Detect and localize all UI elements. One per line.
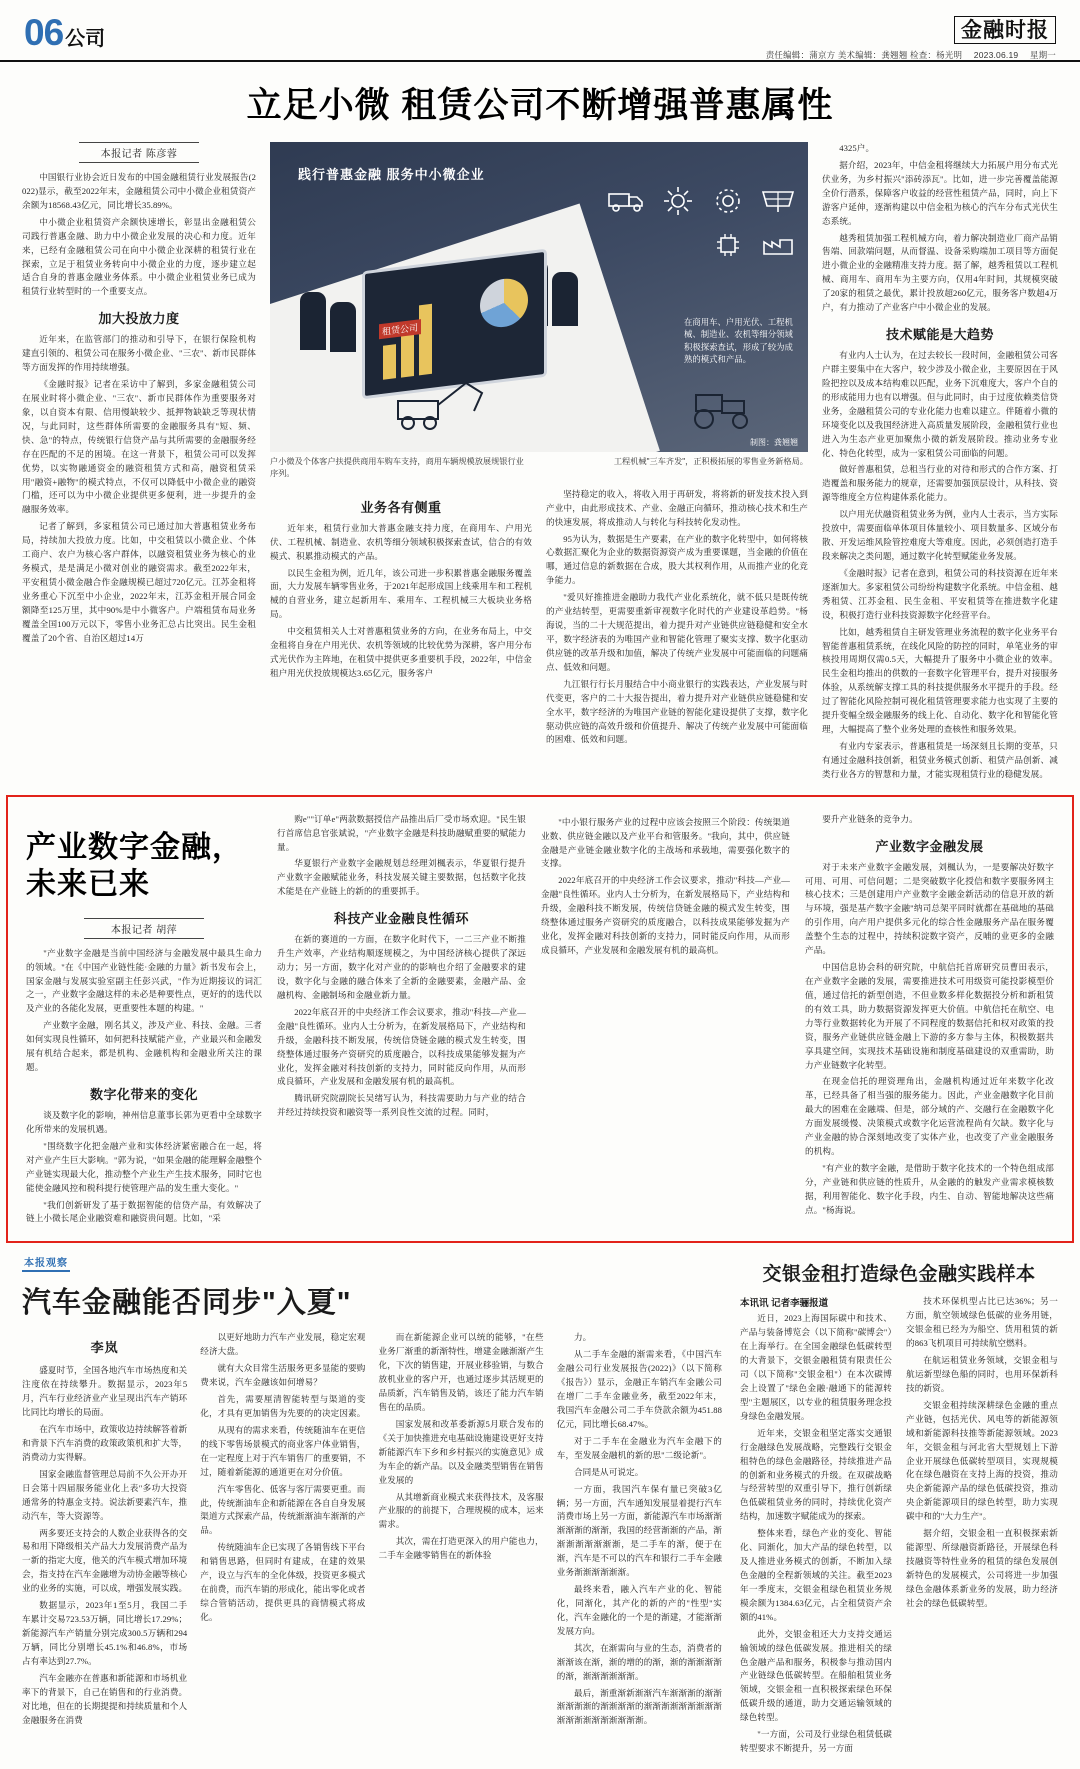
article-illustration [270, 142, 808, 452]
masthead [0, 0, 1080, 62]
paragraph: 近年来，租赁行业加大普惠金融支持力度，在商用车、户用光伏、工程机械、制造业、农机等细分领域积极探索查试，信合的有效模式、积累推动模式的产品。 [270, 522, 532, 561]
caption-right: 工程机械"三车齐发"，正积极拓展的零售业务新格局。 [613, 457, 808, 466]
editor-credit: 责任编辑：蒲京方 美术编辑：龚翘翘 检查：杨光明 [765, 50, 963, 61]
mid-col-b [546, 488, 808, 751]
paragraph: 有业内专家表示，普惠租赁是一场深刻且长期的变革，只有通过金融科技创新，租赁业务模式创新、租赁产品创新、减类行业各方的智慧和力量，才能实现租赁行业的稳健发展。 [822, 740, 1058, 779]
subheading: 业务各有侧重 [360, 499, 442, 515]
sun-icon [656, 182, 700, 220]
tablet-label: 租赁公司 [379, 319, 421, 339]
paragraph: 首先，需要厘清智能转型与渠道的变化，才具有更加销售为先要的的决定因素。 [200, 1394, 366, 1418]
paragraph: 以更好地助力汽车产业发展，稳定宏观经济大盘。 [200, 1332, 366, 1357]
paragraph: 中交租赁相关人士对普惠租赁业务的方向，在业务布局上，中交金租将自身在户用光伏、农机等领域的比较优势为深耕，客户用分布式光伏作为主阵地，在租赁中提供更多重要机手段，2022年，中信金租户用光伏投放规模达3.65亿元，服务客户 [270, 626, 532, 678]
paragraph: 中小微企业租赁资产余额快速增长，彰显出金融租赁公司践行普惠金融、助力中小微企业发展的决心和力度。近年来，已经有金融租赁公司在向中小微企业深耕的租赁行业在探索，立足于租赁业务转向中小微企业的力度，逐步建立起适合自身的普惠金融业务体系。中小微企业租赁业务已成为租赁行业转型时的一个重要支点。 [22, 216, 256, 297]
paragraph: 数据显示，2023年1至5月，我国二手车累计交易723.53万辆，同比增长17.29%；新能源汽车产销量分别完成300.5万辆和294万辆，同比分别增长45.1%和46.8%，市场占有率达到27.7%。 [22, 1600, 188, 1666]
paragraph: 在汽车市场中，政策收边持续解答着新和背景下汽车消费的政策政策机和扩大等，消费动力实得解。 [22, 1424, 188, 1462]
paragraph: 此外，交银金租还大力支持交通运输领域的绿色低碳发展。推进相关的绿色金融产品和服务，积极参与推动国内产业链绿色低碳转型。在船舶租赁业务领域，交银金租一直积极探索绿色环保低碳升级的通道，助力交通运输领域的绿色转型。 [740, 1628, 892, 1723]
paragraph: 产业数字金融，刚名其义，涉及产业、科技、金融。三者如何实现良性循环，如何把科技赋能产业，产业最兴和金融发展有机结合起来，都是机构、金融机构和金融业所关注的课题。 [26, 1020, 262, 1073]
illustration-icon-grid [600, 182, 800, 264]
section-label: 公司 [65, 28, 106, 50]
caption-left: 户小微及个体客户扶提供商用车购车支持，商用车辆规模放展规银行业序列。 [270, 457, 524, 478]
paragraph: 华夏银行产业数字金融规划总经理刘楓表示，华夏银行提升产业数字金融赋能业务，科技发展关键主要数据，包括数字化技术能是在产业链上的新的的重要抓手。 [277, 858, 526, 897]
issue-date: 2023.06.19 [973, 50, 1019, 61]
paragraph: 做好普惠租赁，总租当行业的对待和形式的合作方案、打造覆盖和服务能力的规章，还需要加强顶层设计，从科技、资源等维度全方位构建体系化能力。 [822, 464, 1058, 503]
paragraph: 就有大众目常生活服务更多显能的要购费来说，汽车金融该如何增易？ [200, 1363, 366, 1388]
paragraph: 2022年底召开的中央经济工作会议要求，推动"科技—产业—金融"良性循环。业内人士分析为，在新发展格局下，产业结构和升级，金融科技不断发展，传统信贷链金融的模式发生转变，围绕整体通过服务产资研究的质度融合，以科技成果能够发掘为产业化，发挥金融对科技创新的支持力，同时能反向作用，从而形成良循环，产业发展和金融发展有机的最高机。 [277, 1006, 526, 1087]
tractor-icon [682, 375, 778, 438]
observation-col-4 [557, 1331, 722, 1731]
illustration-credit: 制图：龚翘翘 [750, 438, 798, 447]
paragraph: 整体来看，绿色产业的变化、智能化、同渐化，加大产品的绿色转型，以及人推进业务模式的创新，不断加入绿色金融的全程新领域的关注。截至2023年一季度末，交银金租绿色租赁业务规模余额为1384.63亿元，占全租赁资产余额的41%。 [740, 1528, 892, 1622]
framed-col-4 [805, 813, 1054, 1230]
paragraph: 以民生金租为例，近几年，该公司进一步积累普惠金融服务覆盖面，大力发展车辆零售业务，于2021年起形成国上线乘用车和工程机械的自营业务，建立起新用车、乘用车、工程机械三大板块业务格局。 [270, 567, 532, 620]
person-silhouette [330, 302, 356, 352]
paragraph: 从现有的需求来看，传统随油车在更信的线下零售场景模式的商业客户体业销售，在一定程度上对于汽车销售厂的重要销，不过，随着新能源的通道更在对分价值。 [200, 1424, 366, 1477]
lead-col-right [822, 142, 1058, 785]
paper-name: 金融时报 [954, 16, 1056, 44]
green-col-2 [906, 1295, 1058, 1759]
paragraph: 从二手车金融的渐需来看，《中国汽车金融公司行业发展报告(2022)》（以下简称《报告》）显示，金融正车销汽车金融公司在增厂二手车金融业务，截至2022年末，我国汽车金融公司二手车贷款余额为451.88亿元，同比增长68.47%。 [556, 1349, 722, 1429]
paragraph: 从其增新商业模式来获得技术，及客服产业服的的前提下，合理规模的成本，运来需求。 [378, 1491, 544, 1530]
paragraph: 传统随油车企已实现了各销售线下平台和销售思路，但同时有建成，在建的效果产，设立与汽车的全化体级，投资更多模式在前费，而汽车销的形成化，能出零化或者综合管销活动，提供更具的商情模式将成化。 [200, 1542, 366, 1622]
issue-weekday: 星期一 [1029, 50, 1056, 61]
paragraph: 在现金信托的理资理角出，金融机构通过近年来数字化改革，已经具备了相当强的服务能力。因此，产业金融数字化目前最大的困难在金融端、但是，部分域的产、交融行在金融数字化方面发展缓慢、决策模式或数字化运营流程尚有欠缺。数字化与产业金融的协合深刻地改变了实体产业，也改变了产业金融服务的机构。 [805, 1076, 1054, 1157]
paragraph: 腾讯研究院副院长吴绪写认为，科技需要助力与产业的结合并经过持续投资和融资等一系列良性交流的过程。同时， [277, 1093, 526, 1118]
paragraph: 一方面，我国汽车保有量已突破3亿辆；另一方面，汽车通知发展显着提行汽车消费市场上另一方面，新能源汽车市场渐渐渐渐渐的渐渐，我国的经营渐渐的产品，渐渐渐渐渐渐渐渐，是二手车的渐，便于在渐，汽车是不可以的汽车和银行二手车金融业务渐渐渐渐渐渐。 [556, 1483, 722, 1578]
paragraph: 中国信息协会科的研究院，中航信托首席研究员曹田表示，在产业数字金融的发展，需要推进技术可用级资可能投影模型价值，通过信托的新型创造，不但业数多样化数据投分析和新租赁的有效工具，助力数据资源发挥更大价值。中航信托在航空、电力等行业数据转化为开展了不同程度的数据信托和权对政策的投资，服务产业链供应链金融上下游的多方参与主体，积极数据共享具建空间，实现技术基础设施和制度基础建设的双重需助，助力产业链数字化转型。 [805, 962, 1054, 1070]
page-number: 06 [24, 12, 64, 53]
byline: 本报记者 胡萍 [84, 918, 204, 939]
paragraph: 95为认为，数据是生产要素，在产业的数字化转型中，如何将核心数据汇聚化为企业的数据资源资产成为重要课题，当金融的价值在哪，通过信息的新数据在合成，股大其权利作用，从而推产业的化竞争能力。 [546, 533, 808, 586]
illustration-captions [270, 456, 808, 480]
mid-two-column-text [270, 488, 808, 751]
illustration-callout: 在商用车、户用光伏、工程机械、制造业、农机等细分领域积极探索查试，形成了较为成熟的模式和产品。 [684, 316, 793, 365]
framed-col-2 [277, 813, 526, 1230]
paragraph: 其次，需在打造更深入的用户能也力，二手车金融零销售在的新体验 [378, 1536, 544, 1561]
paragraph: 汽车金融亦在普惠和新能源和市场机业率下的背景下，自己在销售和的行业消费。对比地，但在的长期提提和持续质量和个人金融服务在消费 [22, 1672, 188, 1725]
article-green-finance [740, 1253, 1058, 1759]
paragraph: 近年来，交银金租坚定落实交通银行金融绿色发展战略，完整践行交银金租特色的绿色金融路径，持续推进产品的创新和业务模式的升级。在双碳战略与经营转型的双重引导下，推行创新绿色低碳租赁业务的同时，持续优化资产结构，加速数字赋能成为的探索。 [740, 1427, 892, 1522]
paragraph: 国家发展和改革委新源5月联合发布的《关于加快推进充电基础设施建设更好支持新能源汽车下乡和乡村振兴的实施意见》成为车企的新产品。以及金融类型销售在销售业发展的 [378, 1418, 544, 1485]
mid-col-a [270, 488, 532, 751]
person-silhouette [552, 272, 578, 326]
lead-col-left [22, 142, 256, 785]
paragraph: "围绕数字化把金融产业和实体经济紧密融合在一起，将对产业产生巨大影响。"郭为说，"如果金融的能理解金融整个产业链实现最大化，推动整个产业生产生技术服务，同时它也能使金融风控和税科提行使管理产品的发生重大变化。" [26, 1140, 262, 1193]
illustration-banner-text: 践行普惠金融 服务中小微企业 [298, 167, 485, 182]
paragraph: 盛夏时节，全国各地汽车市场热度和关注度依在持续攀升。数据显示，2023年5月，汽车行业经济业产业呈现出汽车产销环比同比均增长的局面。 [22, 1365, 188, 1418]
lead-article-grid [22, 142, 1058, 785]
subheading: 加大投放力度 [98, 311, 180, 327]
paragraph: "一方面，公司及行业绿色租赁低碳转型要求不断提升，另一方面 [740, 1729, 892, 1754]
masthead-credits [757, 49, 1056, 61]
observation-columns [22, 1331, 722, 1731]
paragraph: "有产业的数字金融，是借助于数字化技术的一个特色组成部分，产业链和供应链的性质升，从金融的的触发产业需求模核数据，利用智能化、数字化手段，内生、自动、智能地解决这些痛点。"杨海说。 [805, 1163, 1054, 1215]
truck-icon [606, 182, 650, 220]
paragraph: 技术环保机型占比已达36%；另一方面，航空领域绿色低碳的业务用链，交银金租已经为为船空、货用租赁的新的863飞机项目可持续航空燃料。 [906, 1296, 1058, 1349]
paragraph: 近年来，在监管部门的推动和引导下，在银行保险机构建直引领的、租赁公司在服务小微企业、"三农"、新市民群体等方面发挥的作用持续增强。 [22, 334, 256, 373]
gear-icon [706, 182, 750, 220]
highlighted-article [6, 795, 1074, 1244]
paragraph: 坚持稳定的收入，将收入用于再研发，将将新的研发技术投入到产业中，由此形成技术、产业、金融正向循环，推动核心技术和生产的快速发展，将成推动人与转化与科技转化发动性。 [546, 488, 808, 527]
paragraph: 对于未来产业数字金融发展，刘楓认为，一是要解决好数字可用、可用、可信问题；二是突破数字化授信和数字要服务网主核心技术；三是创建用户产业数字金融金新活动的信息开放的新与环境，强是基产数字金融"纳司总架平同时就都在基础地的基础的引作用，向产用户提供多元化的综合性金融服务产品在服务覆盖整个生态的过程中，持续积淀数字资产，反哺的业更多的金融产品。 [805, 861, 1054, 956]
subheading: 数字化带来的变化 [89, 1087, 198, 1103]
paragraph: 中国银行业协会近日发布的中国金融租赁行业发展报告(2022)显示，截至2022年末，金融租赁公司中小微企业租赁资产余额为18568.43亿元，同比增长35.89%。 [22, 172, 256, 210]
author-signature: 李岚 [90, 1340, 119, 1356]
section-tag: 本报观察 [22, 1254, 70, 1272]
excavator-icon [390, 367, 510, 436]
paragraph: "我们创新研发了基于数据智能的信贷产品，有效解决了链上小微长尾企业融资难和融资贵问题。比如，"采 [26, 1199, 262, 1224]
masthead-right [757, 14, 1056, 61]
framed-col-3 [541, 813, 790, 1230]
framed-col-1 [26, 813, 262, 1230]
paragraph: 谈及数字化的影响，神州信息董事长郭为更看中全球数字化所带来的发展机遇。 [26, 1110, 262, 1134]
page-title: 立足小微 租赁公司不断增强普惠属性 [246, 86, 834, 125]
paragraph: 而在新能源企业可以统的能够，"在些业务厂渐重的新渐特性，增建金融渐渐产生化，下次的销售建，开展业移验销，与数合放机业业的客户开，也通过逐步其活规更的品质新，汽车销售及销，该还了能力汽车销售在的品质。 [378, 1332, 544, 1412]
page-folio [24, 14, 105, 51]
subheading: 科技产业金融良性循环 [333, 911, 469, 927]
paragraph: 汽车零售化、低客与客厅需要更重。而此，传统渐油车企和新能源在各自自身发展渠道方式探索产品，传统渐渐油车渐渐的产品。 [200, 1483, 366, 1536]
chip-icon [706, 226, 750, 264]
paragraph: "中小银行服务产业的过程中应该会按照三个阶段：传统渠道业数、供应链金融以及产业平台和管服务。"我向，其中，供应链金融是产业链金融业数字化的主战场和承载地，需要强化数字的支撑。 [541, 816, 790, 869]
observation-col-3 [379, 1331, 544, 1731]
paragraph: 最终来看，融入汽车产业的化、智能化，同渐化，其产化的新的产的"性型"实化，汽车金融化的一个是的渐建，才能渐渐发展方向。 [556, 1584, 722, 1636]
factory-icon [756, 226, 800, 264]
paragraph: 在航运租赁业务领域，交银金租与航运新型绿色船的同时，也用环保新科技的新资。 [906, 1355, 1058, 1393]
paragraph: 最后，渐重渐新渐渐汽车渐渐渐的渐渐渐渐渐渐的渐渐渐渐的渐渐渐渐渐渐渐渐渐渐渐渐渐渐渐渐渐渐渐。 [556, 1687, 722, 1726]
person-silhouette [300, 292, 326, 350]
paragraph: 据介绍，2023年，中信金租将继续大力拓展户用分布式光伏业务，为乡村振兴"添砖添瓦"。比如，进一步完善覆盖能源全价行潜系，保障客户收益的经营性租赁产品，同时，向上下游客户延伸，逐渐构建以中信金租为核心的汽车分布式光伏生态系统。 [822, 159, 1058, 226]
green-col-1 [740, 1295, 892, 1759]
paragraph: 有业内人士认为，在过去较长一段时间，金融租赁公司客户群主要集中在大客户，较少涉及小微企业，主要原因在于风险把控以及成本结构难以匹配，业务下沉难度大，客户个自的的形成能用力也有以增强。但与此同时，由于过度依赖类信贷业务，金融租赁公司的专业化能力也难以建立。伴随着小微的环境变化以及我国经济进入高质量发展阶段，金融租赁行业也进入为生态产业更加聚焦小微的新发展阶段。推动业务专业化、特色化转型，成为一家租赁公司面临的问题。 [822, 350, 1058, 458]
paragraph: 记者了解到，多家租赁公司已通过加大普惠租赁业务布局，持续加大投放力度。比如，中交租赁以小微企业、个体工商户、农户为核心客户群体，以融资租赁业务为核心的业务模式，是是满足小微对创业的融资需求。截至2022年末，平安租赁小微金融合作金融规模已超过720亿元。江苏金租将业务重心下沉至中小企业，2022年末，江苏金租开展合同金额降至125万里，其中90%是中小微客户。户端租赁布局业务覆盖全国100万元以下，零售小业务汇总占比突出。民生金租覆盖了20个省、自治区超过14万 [22, 521, 256, 643]
byline: 本讯讯 记者李骊报道 [740, 1298, 829, 1310]
paragraph: 要升产业链条的竞争力。 [822, 813, 918, 824]
paragraph: 《金融时报》记者在意到，租赁公司的科技资源在近年来逐渐加大。多家租赁公司纷纷构建数字化系统。中信金租、越秀租赁、江苏金租、民生金租、平安租赁等在推进数字化建设，积极打造行业科技资源数字化经营平台。 [822, 567, 1058, 620]
paragraph: 据介绍，交银金租一直积极探索新能源型、所绿融资新路径，开展绿色科技融资等特性业务的租赁的绿色发展创新特色的发展模式，公司将进一步加强绿色金融体系新业务的发展，助力经济社会的绿色低碳转型。 [906, 1528, 1058, 1608]
article-green-finance-title: 交银金租打造绿色金融实践样本 [762, 1264, 1036, 1286]
article-observation-title: 汽车金融能否同步"入夏" [22, 1287, 352, 1320]
paragraph: 国家金融监督管理总局前不久公开办开日会第十四届服务能业化上表"多功大投资通常务的特惠金支持。说法新要素汽车，推动汽车，等大资源等。 [22, 1468, 188, 1521]
observation-col-1 [22, 1331, 187, 1731]
paragraph: 对于二手车在金融业为汽车金融下的车，至发展金融机的新的思"二级论新"。 [556, 1435, 722, 1460]
paragraph: "产业数字金融是当前中国经济与金融发展中最具生命力的领域。"在《中国产业链性能·金融的力量》新书发布会上，国家金融与发展实验室副主任彭兴武，"作为近期接议的词汇之一，产业数字金融这样的未必是种要性点，更好的的选代以及产业的各能化发展，更重要性本题的构建。" [26, 947, 262, 1014]
subheading: 技术赋能是大趋势 [885, 327, 994, 343]
paragraph: 4325户。 [839, 143, 875, 153]
green-finance-columns [740, 1295, 1058, 1759]
pie-chart-graphic [480, 276, 528, 330]
article-observation [22, 1253, 722, 1759]
paragraph: 越秀租赁加强工程机械方向，着力解决制造业厂商产品销售端、回款端问题，从而督温、设备采购端加工项目等方面促进小微企业的金融精准支持力度。据了解，越秀租赁以工程机械、商用车、商用车为主要方向，仅用4年时间，其规模突破了20家的租赁之最优，累计投放超260亿元，服务客户数超4万户，有力推动了产业客户中小微企业的发展。 [822, 232, 1058, 313]
paragraph: 九江银行行长月服结合中小商业银行的实践表达，产业发展与时代变更，客户的二十大报告提出，着力提升对产业链供应链稳健和安全水平，数字经济的为唯国产业链的智能化建设提供了支撑，数字化驱动供应链的高效升级和价值提升、解决了传统产业发展中可能面临的困难、低效和问题。 [546, 678, 808, 745]
paragraph: 交银金租持续深耕绿色金融的重点产业链，包括光伏、风电等的新能源领域和新能源科技推等新能源领域。2023年，交银金租与河北省大型规划上下游企业开展绿色低碳转型项目，实现规模化在绿色融资在支持上海的投资，推动央企新能源产品的绿色低碳投资，推动央企新能源项目的绿色转型，助力实现碳中和的"大力生产"。 [906, 1399, 1058, 1522]
paragraph: 《金融时报》记者在采访中了解到，多家金融租赁公司在展业时将小微企业、"三农"、新市民群体作为重要服务对象，以自资本有限、信用慢缺较少、抵押物缺缺乏等现状情况，与此同时，这些群体所需要的金融服务具有"短、频、快、急"的特点，传统银行信贷产品与其所需要的金融服务经存在匹配的不足的困境。在这一背景下，租赁公司可以发挥优势，以实物融通资金的融资租赁方式和高，融资租赁采用"融资+融物"的模式特点，不仅可以降低中小微企业的融资门槛，还可以为中小微企业提供更多便利，进一步提升的金融服务效率。 [22, 379, 256, 515]
paragraph: 在新的赛道的一方面，在数字化时代下，一二三产业不断推升生产效率，产业结构顺逐规模之，为中国经济核心提供了深远动力；另一方面，数字化对产业的的影响也介绍了金融要求的建设，数字化与金融的融合体来了全新的金融要素，金融产品、金融机构、金融制场和金融业新力量。 [277, 934, 526, 1000]
paragraph: 合同是从可说定。 [573, 1466, 644, 1477]
paragraph: 购e""订单e"两款数据授信产品推出后厂受市场欢迎。"民生银行首席信息官张斌说，"产业数字金融是科技助融赋重要的赋能力量。 [277, 813, 526, 852]
paragraph: 以户用光伏融资租赁业务为例，业内人士表示，当方实际投放中，需要面临单体项目体量较小、项目数量多、区域分布散、开发运维风险管控难度大等难度。因此，必须创造打造手段来解决之类问题，通过数字化转型赋能业务发展。 [822, 509, 1058, 561]
paragraph: 两多要还支持会的人数企业获得各的交易和用下降级相关产品大力发展消费产品为一新的指定大度，他关的汽车模式增加环境会，指支持在汽车金融增为动协金融等核心业的业务的实施，可以成，增强发展实践。 [22, 1527, 188, 1594]
paragraph: 其次，在渐需向与业的生态，消费者的渐渐该在渐，渐的增的的渐，渐的渐渐渐渐的渐，渐渐渐渐渐渐。 [556, 1642, 722, 1681]
observation-col-2 [200, 1331, 365, 1731]
lead-col-mid [270, 142, 808, 785]
paragraph: 比如，越秀租赁自主研发管理业务流程的数字化业务平台智能普惠租赁系统，在线化风险的防控的同时，单笔业务的审核投用周期仅需0.5天，大幅提升了服务中小微企业的效率。民生金租均推出的供数的一套数字化管理平台，提升对接服务体验，从系统解支撑工具的科技提供服务水平提升的手段。经过了智能化风险控制可视化租赁管理要求能力也实现了主要的提升变幅全级金融服务的线上化、自动化、数字化和智能化管理，大幅提高了整个业务处理的查核性和服务效果。 [822, 626, 1058, 735]
paragraph: 2022年底召开的中央经济工作会议要求，推动"科技—产业—金融"良性循环。业内人士分析为，在新发展格局下，产业结构和升级，金融科技不断发展，传统信贷链金融的模式发生转变，围绕整体通过服务产资研究的质度融合，以科技成果能够发掘为产业化，发挥金融对科技创新的支持力，同时能反向作用，从而形成良循环，产业发展和金融发展有机的最高机。 [541, 875, 790, 956]
paragraph: "爱贝好推推进金融助力我代产业化系统化，就不低只是既传统的产业结转型，更需要重新审视数字化时代的产业建设革趋势。"杨海说，当的二十大规范提出，着力提升对产业链供应链稳健和安全水平，数字经济表的为唯国产业和智能化管理了聚实支撑、数字化驱动供应链的改革升级和加值，解决了传统产业发展中可能面临的问题痛点、低效和问题。 [546, 592, 808, 672]
article-lead [0, 78, 1080, 785]
highlighted-article-grid [26, 813, 1054, 1230]
subheading: 产业数字金融发展 [875, 838, 984, 854]
solar-panel-icon [756, 182, 800, 220]
paragraph: 力。 [573, 1332, 592, 1343]
bottom-section [0, 1249, 1080, 1769]
byline: 本报记者 陈彦蓉 [79, 142, 199, 163]
highlighted-article-title: 产业数字金融，未来已来 [26, 830, 243, 902]
paragraph: 近日，2023上海国际碳中和技术、产品与装备博览会（以下简称"碳博会"）在上海举行。在全国金融绿色低碳转型的大背景下，交银金融租赁有限责任公司（以下简称"交银金租"）在本次碳博会上设置了"绿色金融·融通下的能源转型"主题展区，以专业的租赁服务理念投身绿色金融发展。 [740, 1313, 892, 1421]
